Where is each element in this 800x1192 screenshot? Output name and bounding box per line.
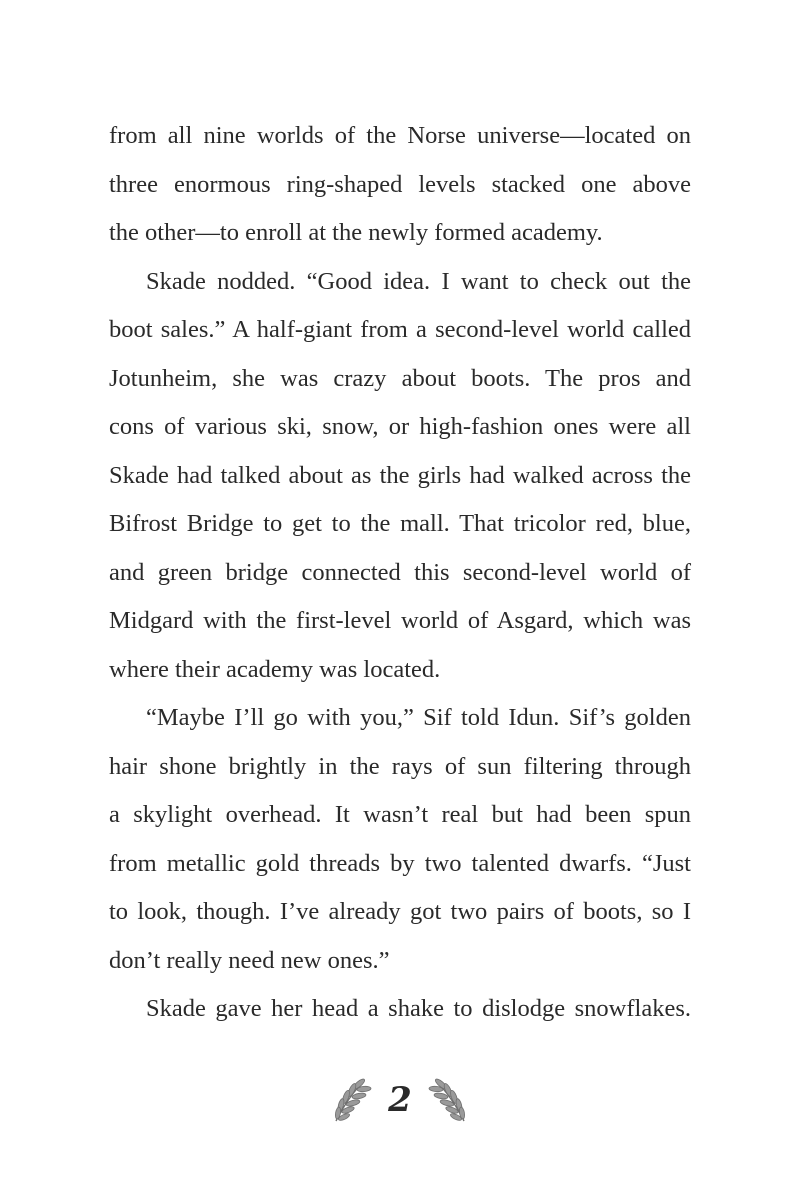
text-line: and green bridge connected this second-level world of [109, 558, 691, 586]
text-line: cons of various ski, snow, or high-fashion ones were all [109, 413, 691, 440]
text-line: from metallic gold threads by two talented dwarfs. “Just [109, 849, 691, 877]
text-line: Skade nodded. “Good idea. I want to check out the [146, 267, 691, 295]
text-line: Skade had talked about as the girls had walked across the [109, 461, 691, 489]
page-footer [0, 1070, 800, 1130]
text-line: where their academy was located. [109, 655, 441, 683]
text-line: Bifrost Bridge to get to the mall. That tricolor red, blue, [109, 510, 691, 537]
text-line: from all nine worlds of the Norse universe—located on [109, 122, 691, 149]
text-line: the other—to enroll at the newly formed academy. [109, 219, 603, 246]
body-text [109, 112, 691, 1034]
text-line: “Maybe I’ll go with you,” Sif told Idun. Sif’s golden [146, 704, 691, 731]
text-line: Jotunheim, she was crazy about boots. The pros and [109, 364, 691, 392]
text-line: Skade gave her head a shake to dislodge snowflakes. [146, 995, 691, 1022]
text-line: a skylight overhead. It wasn’t real but had been spun [109, 801, 691, 828]
laurel-branch-icon [426, 1075, 472, 1125]
text-line: boot sales.” A half-giant from a second-level world called [109, 316, 691, 343]
text-line: to look, though. I’ve already got two pairs of boots, so I [109, 898, 691, 925]
text-line: hair shone brightly in the rays of sun filtering through [109, 752, 691, 780]
laurel-branch-icon [328, 1075, 374, 1125]
text-line: don’t really need new ones.” [109, 946, 390, 974]
page-number: 2 [388, 1080, 412, 1120]
text-line: Midgard with the first-level world of Asgard, which was [109, 607, 691, 634]
text-line: three enormous ring-shaped levels stacked one above [109, 170, 691, 198]
